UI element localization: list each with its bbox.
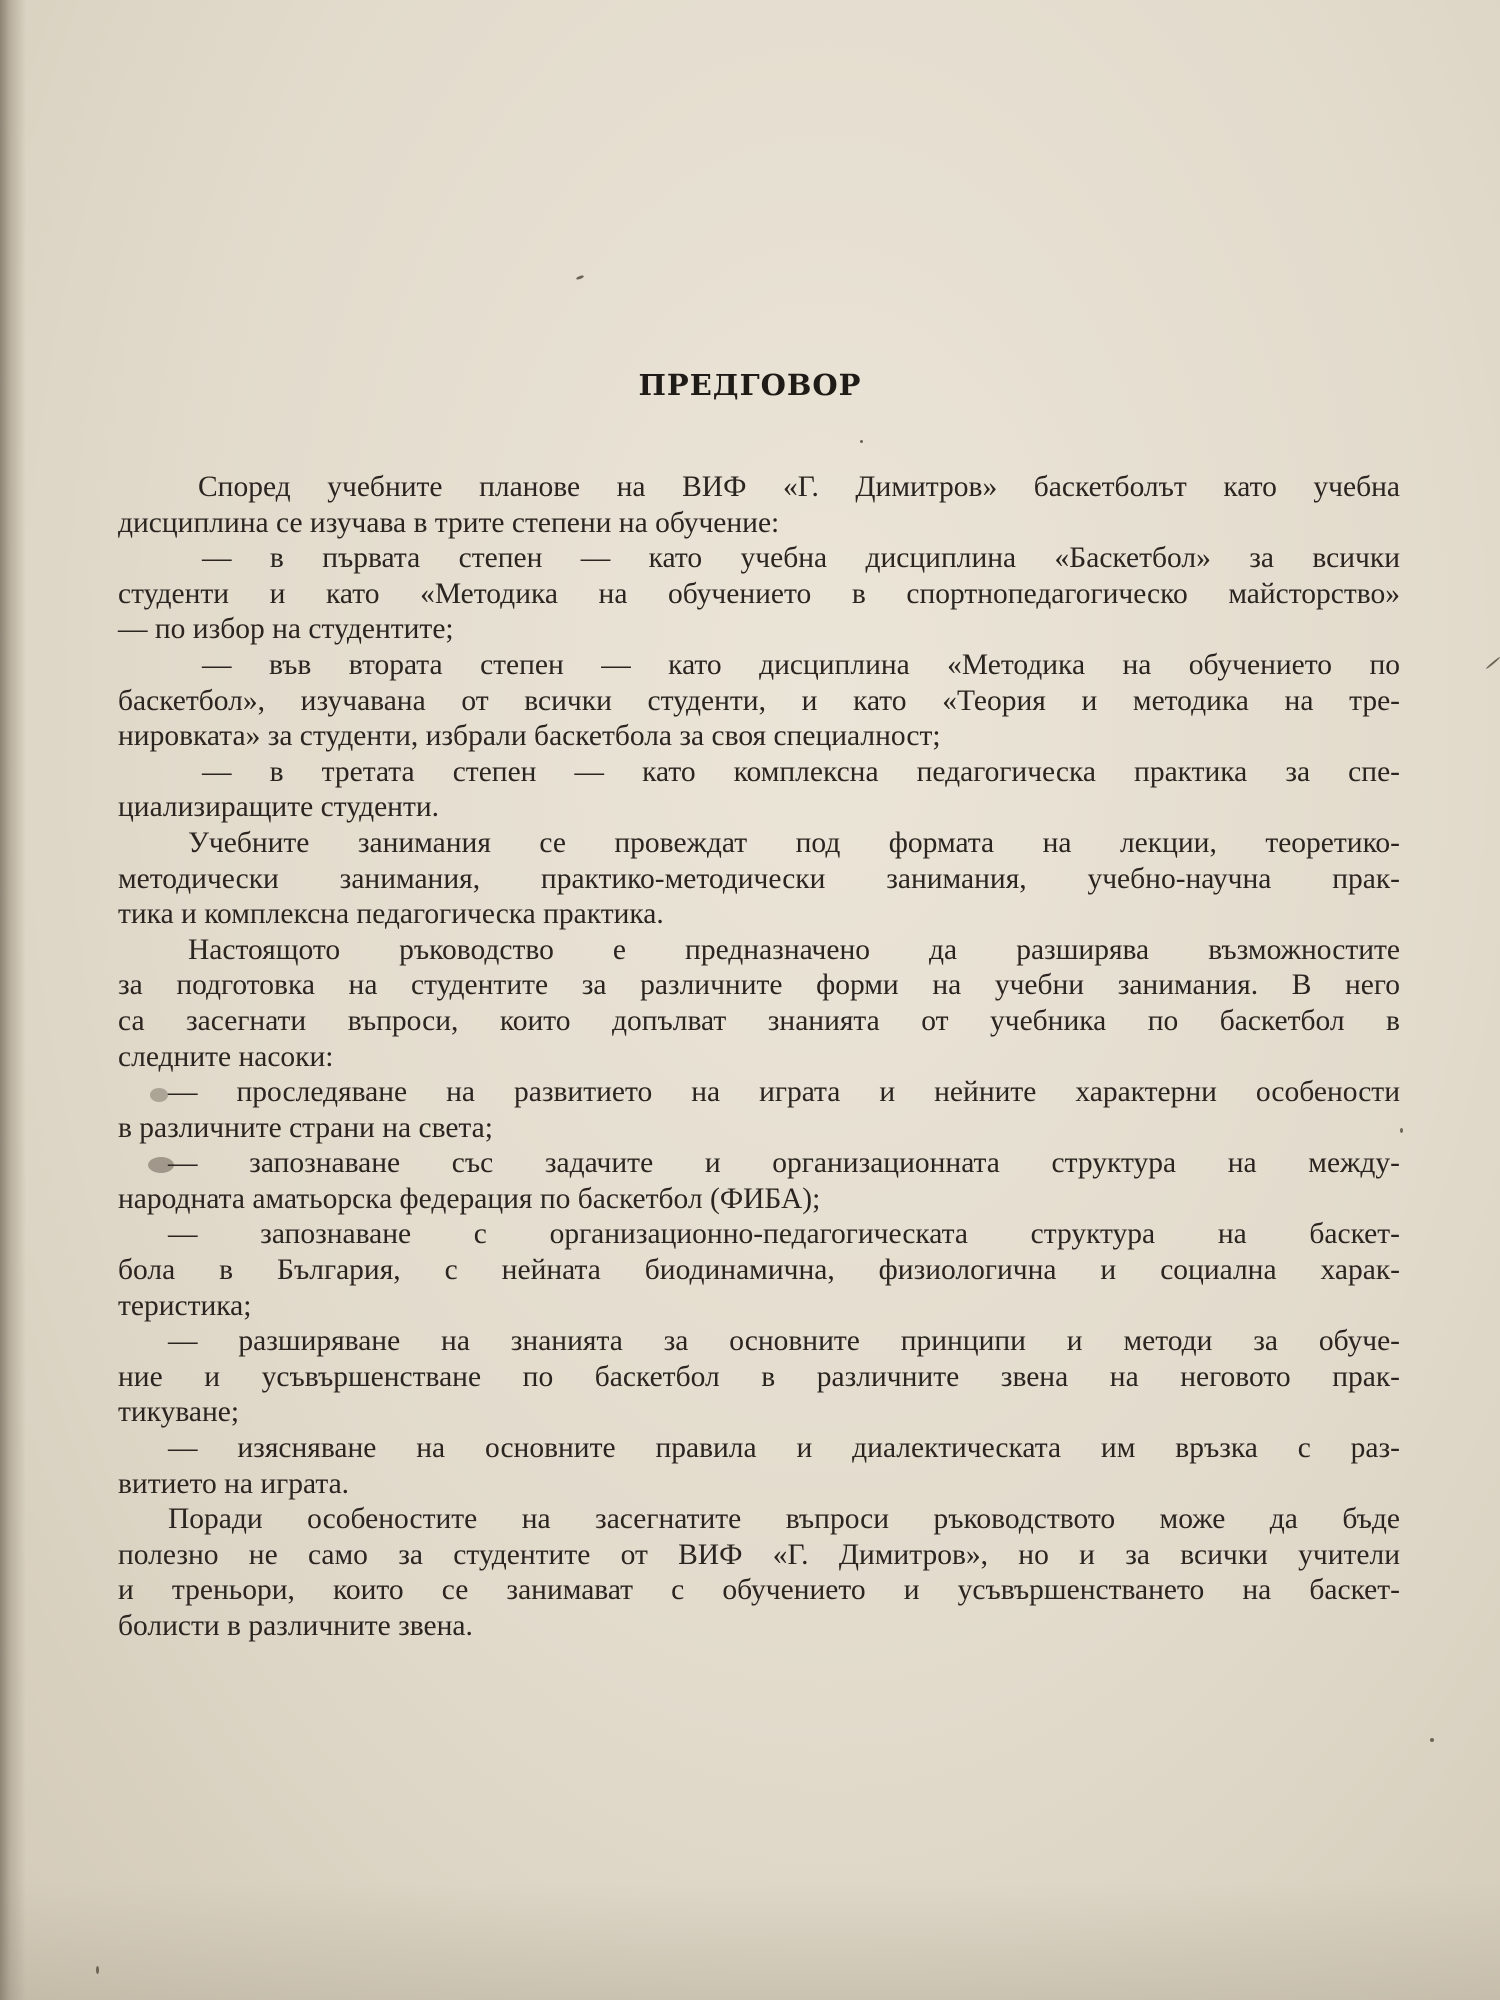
text-line: — проследяване на развитието на играта и нейните характерни особености bbox=[168, 1076, 1400, 1109]
text-line: — разширяване на знанията за основните принципи и методи за обуче- bbox=[168, 1325, 1400, 1358]
text-line: дисциплина се изучава в трите степени на обучение: bbox=[118, 506, 780, 539]
page-binding-shadow bbox=[0, 0, 26, 2000]
text-line: циализиращите студенти. bbox=[118, 791, 440, 824]
text-line: — изясняване на основните правила и диалектическата им връзка с раз- bbox=[168, 1432, 1400, 1465]
text-line: полезно не само за студентите от ВИФ «Г. Димитров», но и за всички учители bbox=[118, 1538, 1400, 1571]
text-line: тикуване; bbox=[118, 1396, 240, 1429]
page-bottom-shade bbox=[0, 1880, 1500, 2000]
text-line: теристика; bbox=[118, 1289, 252, 1322]
text-line: витието на играта. bbox=[118, 1467, 350, 1500]
text-line: — в третата степен — като комплексна педагогическа практика за спе- bbox=[202, 755, 1400, 788]
text-line: са засегнати въпроси, които допълват знанията от учебника по баскетбол в bbox=[118, 1004, 1400, 1037]
paper-speck bbox=[1400, 1128, 1403, 1133]
text-line: тика и комплексна педагогическа практика. bbox=[118, 898, 664, 931]
page-title: ПРЕДГОВОР bbox=[638, 368, 862, 402]
text-line: следните насоки: bbox=[118, 1040, 334, 1073]
preface-text bbox=[118, 470, 1400, 1645]
text-line: народната аматьорска федерация по баскетбол (ФИБА); bbox=[118, 1182, 821, 1215]
text-line: в различните страни на света; bbox=[118, 1111, 493, 1144]
text-line: — в първата степен — като учебна дисциплина «Баскетбол» за всички bbox=[202, 542, 1400, 575]
text-line: — запознаване със задачите и организационната структура на между- bbox=[168, 1147, 1400, 1180]
text-line: и треньори, които се занимават с обучението и усъвършенстването на баскет- bbox=[118, 1574, 1400, 1607]
text-line: студенти и като «Методика на обучението в спортнопедагогическо майсторство» bbox=[118, 577, 1400, 610]
text-line: бола в България, с нейната биодинамична, физиологична и социална харак- bbox=[118, 1254, 1400, 1287]
paper-speck bbox=[860, 440, 863, 443]
paper-speck bbox=[1485, 656, 1500, 669]
text-line: методически занимания, практико-методически занимания, учебно-научна прак- bbox=[118, 862, 1400, 895]
paper-speck bbox=[96, 1966, 99, 1974]
text-line: — по избор на студентите; bbox=[118, 613, 454, 646]
paper-speck bbox=[576, 275, 585, 281]
text-line: Настоящото ръководство е предназначено да разширява възможностите bbox=[188, 933, 1400, 966]
text-line: — във втората степен — като дисциплина «Методика на обучението по bbox=[202, 648, 1400, 681]
text-line: — запознаване с организационно-педагогическата структура на баскет- bbox=[168, 1218, 1400, 1251]
text-line: баскетбол», изучавана от всички студенти, и като «Теория и методика на тре- bbox=[118, 684, 1400, 717]
paper-speck bbox=[1430, 1738, 1434, 1742]
text-line: Поради особеностите на засегнатите въпроси ръководството може да бъде bbox=[168, 1503, 1400, 1536]
text-line: нировката» за студенти, избрали баскетбола за своя специалност; bbox=[118, 720, 941, 753]
text-line: Според учебните планове на ВИФ «Г. Димитров» баскетболът като учебна bbox=[198, 471, 1400, 503]
text-line: болисти в различните звена. bbox=[118, 1610, 473, 1642]
text-line: ние и усъвършенстване по баскетбол в различните звена на неговото прак- bbox=[118, 1360, 1400, 1393]
text-line: за подготовка на студентите за различните форми на учебни занимания. В него bbox=[118, 969, 1400, 1002]
text-line: Учебните занимания се провеждат под формата на лекции, теоретико- bbox=[188, 826, 1400, 859]
